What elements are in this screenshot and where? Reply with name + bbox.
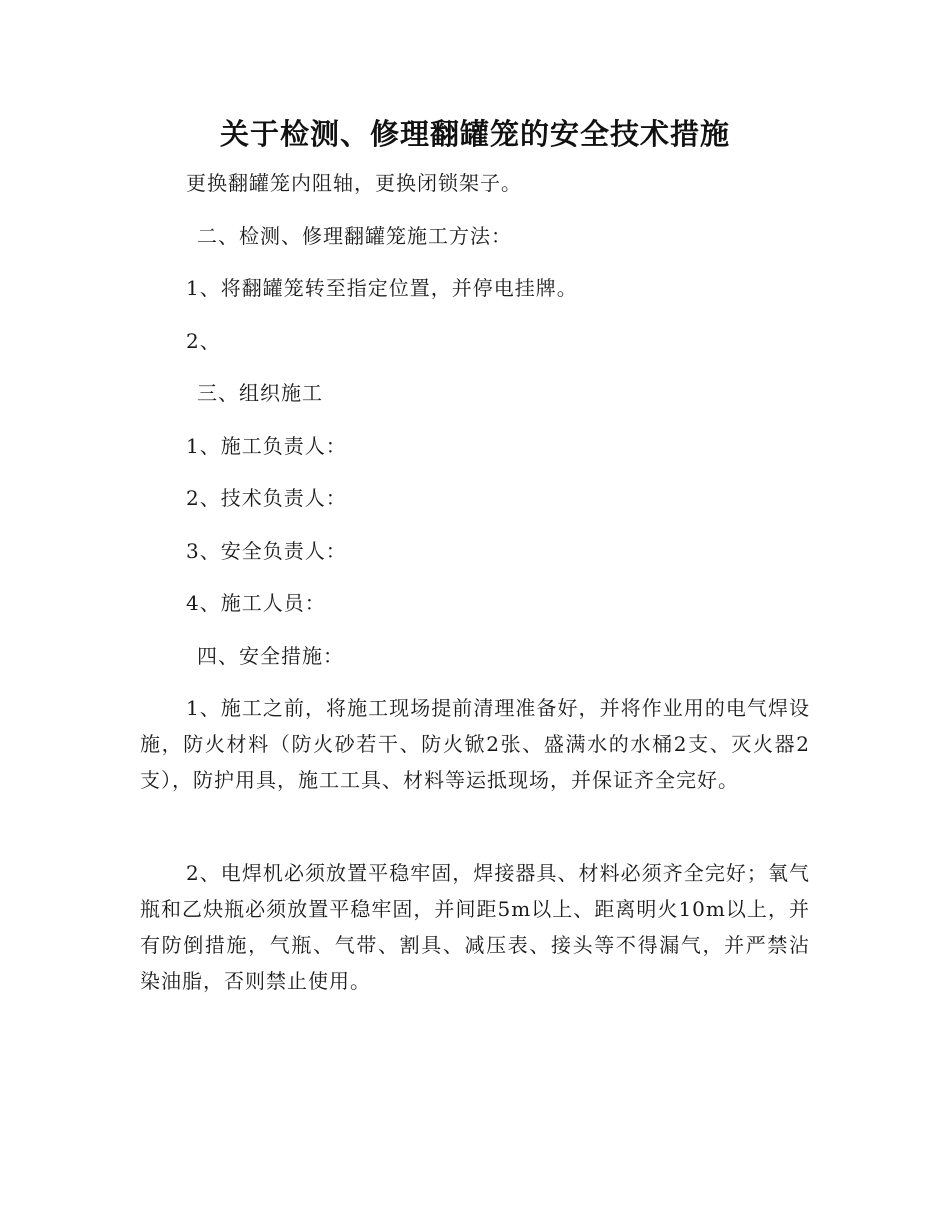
safety-paragraph-2: 2、电焊机必须放置平稳牢固，焊接器具、材料必须齐全完好；氧气瓶和乙炔瓶必须放置平稳牢固，并间距5m以上、距离明火10m以上，并有防倒措施，气瓶、气带、割具、减压表、接头等不得漏气，并严禁沾染油脂，否则禁止使用。 xyxy=(140,861,810,993)
safety-paragraph-1: 1、施工之前，将施工现场提前清理准备好，并将作业用的电气焊设施，防火材料（防火砂若干、防火锨2张、盛满水的水桶2支、灭火器2支），防护用具，施工工具、材料等运抵现场，并保证齐全完好。 xyxy=(140,696,810,792)
section-heading-methods: 二、检测、修理翻罐笼施工方法： xyxy=(197,224,512,248)
org-item-safety-lead: 3、安全负责人： xyxy=(186,539,347,563)
org-item-technical-lead: 2、技术负责人： xyxy=(186,486,347,510)
section-heading-safety: 四、安全措施： xyxy=(197,644,344,668)
org-item-workers: 4、施工人员： xyxy=(186,591,326,615)
method-step-1: 1、将翻罐笼转至指定位置，并停电挂牌。 xyxy=(186,276,578,300)
org-item-construction-lead: 1、施工负责人： xyxy=(186,434,347,458)
section-heading-organization: 三、组织施工 xyxy=(197,381,323,405)
method-step-2: 2、 xyxy=(186,329,221,353)
text-line-continuation: 更换翻罐笼内阻轴，更换闭锁架子。 xyxy=(186,171,522,195)
document-title: 关于检测、修理翻罐笼的安全技术措施 xyxy=(219,117,730,151)
